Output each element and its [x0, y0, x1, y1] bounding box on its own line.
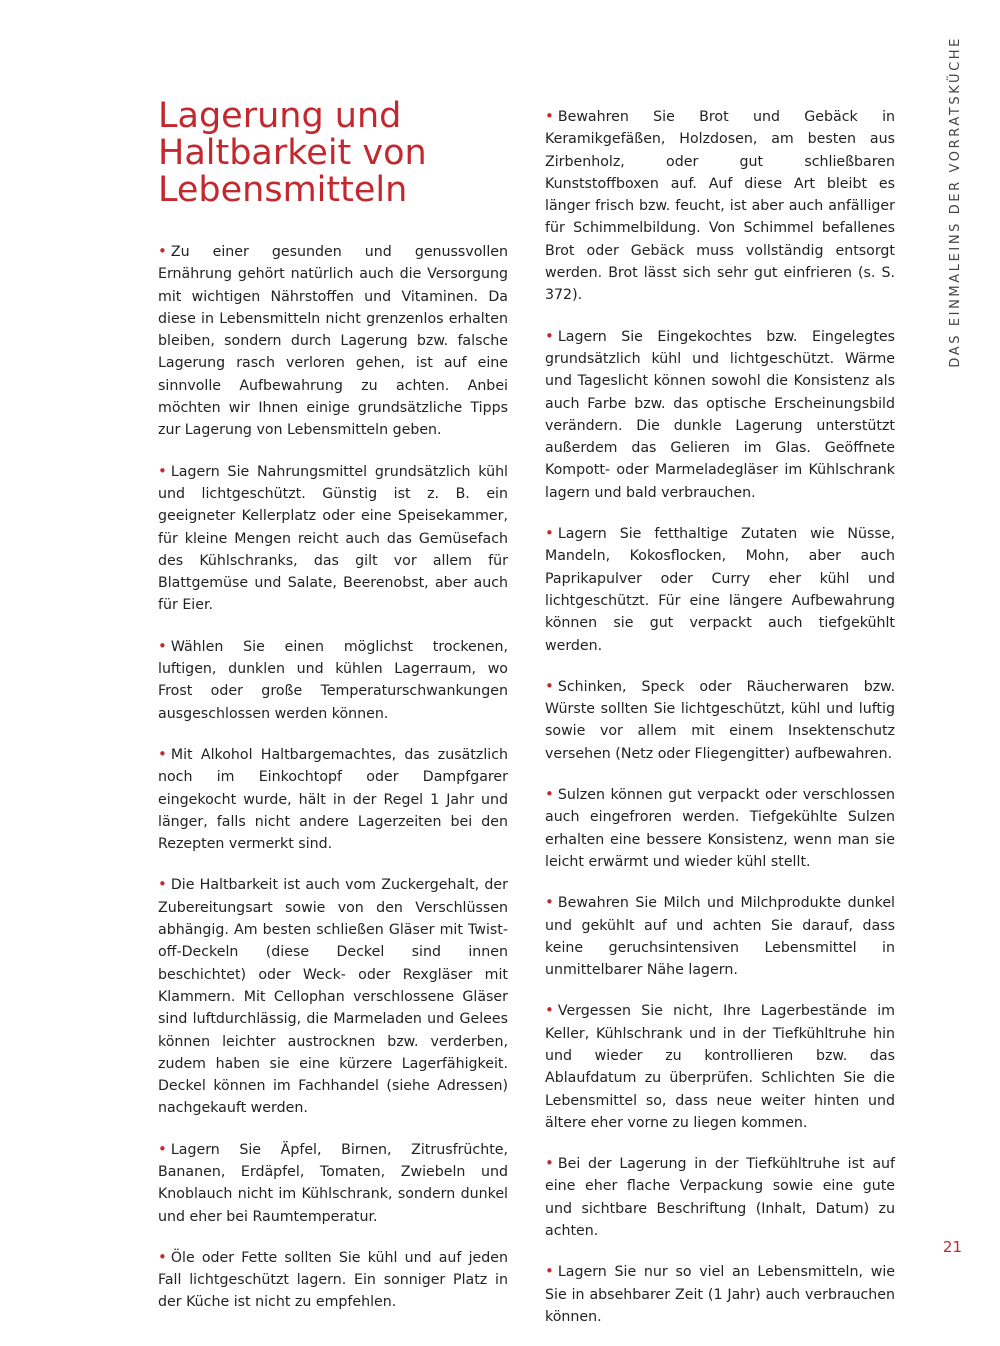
paragraph-text: Lagern Sie Eingekochtes bzw. Eingelegtes grundsätzlich kühl und lichtgeschützt. Wärme und Tageslicht können sowohl die Konsistenz als auch Farbe bzw. das optische Erscheinungsbild verändern. Die dunkle Lagerung unterstützt außerdem das Gelieren im Glas. Geöffnete Kompott- oder Marmeladegläser im Kühlschrank lagern und bald verbrauchen. — [545, 328, 895, 501]
paragraph-text: Lagern Sie nur so viel an Lebensmitteln, wie Sie in absehbarer Zeit (1 Jahr) auch verbrauchen können. — [545, 1264, 895, 1325]
bullet-paragraph — [158, 460, 508, 617]
bullet-paragraph — [545, 105, 895, 307]
bullet-paragraph — [158, 240, 508, 442]
bullet-paragraph — [158, 873, 508, 1119]
page-title — [158, 98, 488, 209]
title-line: Lebensmitteln — [158, 170, 408, 210]
title-line: Lagerung und — [158, 96, 402, 136]
bullet-icon: • — [545, 893, 554, 912]
bullet-icon: • — [158, 1247, 167, 1266]
bullet-icon: • — [545, 1154, 554, 1173]
bullet-icon: • — [545, 524, 554, 543]
left-column — [158, 240, 508, 1332]
bullet-icon: • — [545, 676, 554, 695]
bullet-icon: • — [545, 326, 554, 345]
bullet-icon: • — [158, 461, 167, 480]
bullet-paragraph — [545, 1152, 895, 1242]
bullet-paragraph — [545, 999, 895, 1134]
paragraph-text: Bewahren Sie Milch und Milchprodukte dunkel und gekühlt auf und achten Sie darauf, dass keine geruchsintensiven Lebensmittel in unmittelbarer Nähe lagern. — [545, 895, 895, 979]
paragraph-text: Die Haltbarkeit ist auch vom Zuckergehalt, der Zubereitungsart sowie von den Verschlüssen abhängig. Am besten schließen Gläser mit Twist-off-Deckeln (diese Deckel sind innen beschichtet) oder Weck- oder Rexgläser mit Klammern. Mit Cellophan verschlossene Gläser sind luftdurchlässig, die Marmeladen und Gelees können leichter austrocknen bzw. verderben, zudem haben sie eine kürzere Lagerfähigkeit. Deckel können im Fachhandel (siehe Adressen) nachgekauft werden. — [158, 877, 508, 1117]
bullet-paragraph — [545, 783, 895, 873]
paragraph-text: Zu einer gesunden und genussvollen Ernährung gehört natürlich auch die Versorgung mit wichtigen Nährstoffen und Vitaminen. Da diese in Lebensmitteln nicht grenzenlos erhalten bleiben, sondern durch Lagerung bzw. falsche Lagerung rasch verloren gehen, ist auf eine sinnvolle Aufbewahrung zu achten. Anbei möchten wir Ihnen einige grundsätzliche Tipps zur Lagerung von Lebensmitteln geben. — [158, 244, 508, 439]
title-line: Haltbarkeit von — [158, 133, 427, 173]
bullet-icon: • — [158, 636, 167, 655]
bullet-icon: • — [158, 1139, 167, 1158]
right-column — [545, 105, 895, 1346]
bullet-paragraph — [158, 1246, 508, 1314]
paragraph-text: Lagern Sie fetthaltige Zutaten wie Nüsse, Mandeln, Kokosflocken, Mohn, aber auch Paprikapulver oder Curry eher kühl und lichtgeschützt. Für eine längere Aufbewahrung können sie gut verpackt auch tiefgekühlt werden. — [545, 526, 895, 654]
bullet-paragraph — [545, 891, 895, 981]
bullet-icon: • — [545, 1001, 554, 1020]
bullet-icon: • — [158, 875, 167, 894]
bullet-paragraph — [545, 1260, 895, 1328]
bullet-paragraph — [158, 1138, 508, 1228]
bullet-icon: • — [545, 107, 554, 125]
chapter-side-label — [948, 36, 968, 368]
bullet-paragraph — [545, 325, 895, 504]
paragraph-text: Schinken, Speck oder Räucherwaren bzw. Würste sollten Sie lichtgeschützt, kühl und luftig sowie vor allem mit einem Insektenschutz versehen (Netz oder Fliegengitter) aufbewahren. — [545, 678, 895, 762]
bullet-icon: • — [158, 744, 167, 763]
paragraph-text: Mit Alkohol Haltbargemachtes, das zusätzlich noch im Einkochtopf oder Dampfgarer eingekocht wurde, hält in der Regel 1 Jahr und länger, falls nicht andere Lagerzeiten bei den Rezepten vermerkt sind. — [158, 746, 508, 853]
bullet-icon: • — [545, 1262, 554, 1281]
bullet-paragraph — [158, 635, 508, 725]
bullet-icon: • — [158, 242, 167, 260]
paragraph-text: Lagern Sie Nahrungsmittel grundsätzlich kühl und lichtgeschützt. Günstig ist z. B. ein geeigneter Kellerplatz oder eine Speisekammer, für kleine Mengen reicht auch das Gemüsefach des Kühlschranks, das gilt vor allem für Blattgemüse und Salate, Beerenobst, aber auch für Eier. — [158, 463, 508, 614]
paragraph-text: Lagern Sie Äpfel, Birnen, Zitrusfrüchte, Bananen, Erdäpfel, Tomaten, Zwiebeln und Knoblauch nicht im Kühlschrank, sondern dunkel und eher bei Raumtemperatur. — [158, 1141, 508, 1225]
page-number: 21 — [942, 1238, 962, 1256]
bullet-paragraph — [545, 522, 895, 657]
paragraph-text: Vergessen Sie nicht, Ihre Lagerbestände im Keller, Kühlschrank und in der Tiefkühltruhe hin und wieder zu kontrollieren bzw. das Ablaufdatum zu überprüfen. Schlichten Sie die Lebensmittel so, dass neue weiter hinten und ältere eher vorne zu liegen kommen. — [545, 1003, 895, 1131]
paragraph-text: Bei der Lagerung in der Tiefkühltruhe ist auf eine eher flache Verpackung sowie eine gute und sichtbare Beschriftung (Inhalt, Datum) zu achten. — [545, 1156, 895, 1240]
paragraph-text: Sulzen können gut verpackt oder verschlossen auch eingefroren werden. Tiefgekühlte Sulzen erhalten eine bessere Konsistenz, wenn man sie leicht erwärmt und wieder kühl stellt. — [545, 787, 895, 870]
paragraph-text: Bewahren Sie Brot und Gebäck in Keramikgefäßen, Holzdosen, am besten aus Zirbenholz, oder gut schließbaren Kunststoffboxen auf. Auf diese Art bleibt es länger frisch bzw. feucht, ist aber auch anfälliger für Schimmelbildung. Von Schimmel befallenes Brot oder Gebäck muss vollständig entsorgt werden. Brot lässt sich sehr gut einfrieren (s. S. 372). — [545, 109, 895, 304]
bullet-icon: • — [545, 785, 554, 804]
bullet-paragraph — [545, 675, 895, 765]
paragraph-text: Wählen Sie einen möglichst trockenen, luftigen, dunklen und kühlen Lagerraum, wo Frost oder große Temperaturschwankungen ausgeschlossen werden können. — [158, 638, 508, 722]
bullet-paragraph — [158, 743, 508, 855]
chapter-label-text: DAS EINMALEINS DER VORRATSKÜCHE — [948, 36, 963, 368]
paragraph-text: Öle oder Fette sollten Sie kühl und auf jeden Fall lichtgeschützt lagern. Ein sonniger Platz in der Küche ist nicht zu empfehlen. — [158, 1249, 508, 1311]
